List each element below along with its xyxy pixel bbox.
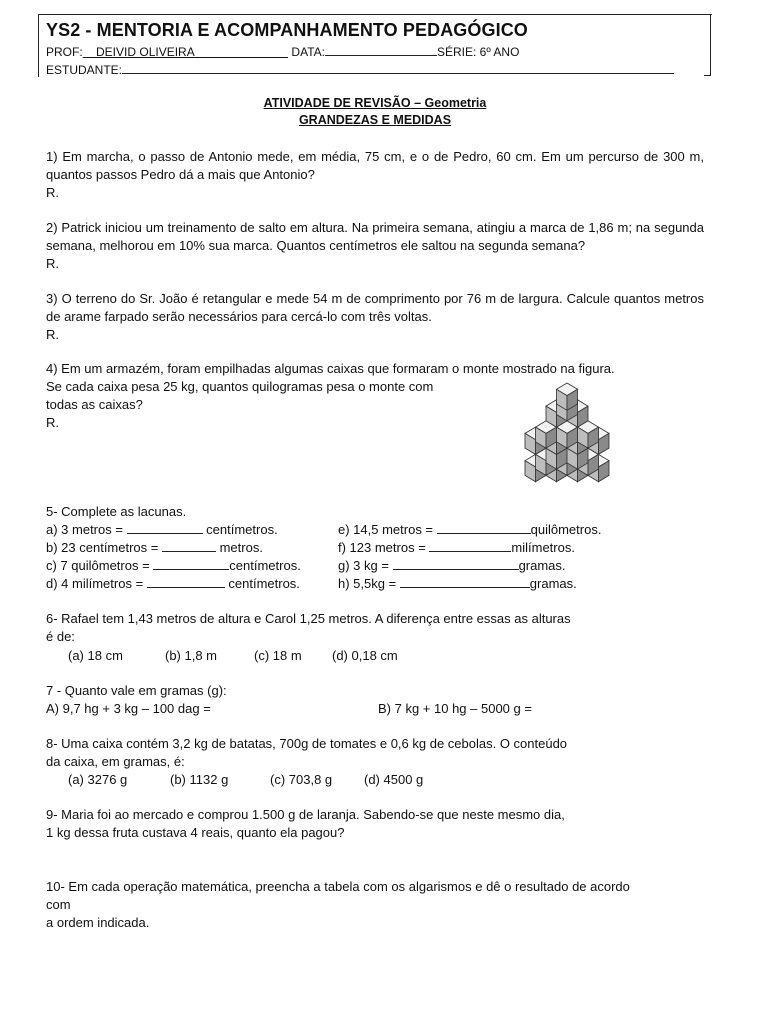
question-4-answer: R.: [46, 415, 59, 430]
date-label: DATA:: [291, 45, 325, 59]
question-4-line-3: todas as caixas?: [46, 397, 143, 412]
header-box-corner: [704, 75, 711, 76]
fill-item-d-blank[interactable]: [147, 576, 225, 588]
question-6-line-1: 6- Rafael tem 1,43 metros de altura e Carol 1,25 metros. A diferença entre essas as alturas: [46, 611, 571, 626]
question-4-line-2: Se cada caixa pesa 25 kg, quantos quilogramas pesa o monte com: [46, 379, 434, 394]
prof-name: DEIVID OLIVEIRA: [96, 45, 195, 59]
fill-item-g: [338, 558, 566, 573]
question-8-option-b[interactable]: (b) 1132 g: [170, 772, 229, 787]
fill-item-h: [338, 576, 577, 591]
fill-item-f-suffix: milímetros.: [511, 540, 575, 555]
student-line: [46, 61, 674, 77]
question-7-item-b: B) 7 kg + 10 hg – 5000 g =: [378, 701, 532, 716]
question-3-answer: R.: [46, 327, 59, 342]
date-field[interactable]: [325, 43, 437, 56]
question-10-line-2: com: [46, 897, 71, 912]
question-2-answer: R.: [46, 256, 59, 271]
question-2-text: 2) Patrick iniciou um treinamento de salto em altura. Na primeira semana, atingiu a marca de 1,86 m; na segunda semana, melhorou em 10% sua marca. Quantos centímetros ele saltou na segunda semana?: [46, 220, 704, 253]
fill-item-a-prefix: a) 3 metros =: [46, 522, 127, 537]
fill-item-h-prefix: h) 5,5kg =: [338, 576, 400, 591]
activity-title: ATIVIDADE DE REVISÃO – Geometria: [263, 96, 487, 110]
fill-item-e: [338, 522, 601, 537]
grade-label: SÉRIE: 6º ANO: [436, 45, 520, 59]
question-8-line-1: 8- Uma caixa contém 3,2 kg de batatas, 700g de tomates e 0,6 kg de cebolas. O conteúdo: [46, 736, 568, 751]
question-7-title: 7 - Quanto vale em gramas (g):: [46, 683, 227, 698]
question-4-line-1: 4) Em um armazém, foram empilhadas algumas caixas que formaram o monte mostrado na figura.: [46, 361, 615, 376]
fill-item-f: [338, 540, 575, 555]
question-1-answer: R.: [46, 185, 59, 200]
fill-item-f-blank[interactable]: [429, 540, 511, 552]
fill-item-c-prefix: c) 7 quilômetros =: [46, 558, 154, 573]
header-box-right-border: [710, 14, 711, 76]
fill-item-b-prefix: b) 23 centímetros =: [46, 540, 162, 555]
fill-item-g-prefix: g) 3 kg =: [338, 558, 393, 573]
question-8-option-d[interactable]: (d) 4500 g: [364, 772, 424, 787]
fill-item-b: [46, 540, 263, 555]
fill-item-d-suffix: centímetros.: [224, 576, 300, 591]
question-8-line-2: da caixa, em gramas, é:: [46, 754, 185, 769]
header-title: YS2 - MENTORIA E ACOMPANHAMENTO PEDAGÓGICO: [46, 20, 528, 40]
fill-item-a-blank[interactable]: [127, 522, 203, 534]
question-10-line-3: a ordem indicada.: [46, 915, 150, 930]
fill-item-a: [46, 522, 278, 537]
student-name-field[interactable]: [122, 61, 674, 74]
fill-item-e-blank[interactable]: [437, 522, 531, 534]
question-6-option-b[interactable]: (b) 1,8 m: [165, 648, 218, 663]
fill-item-h-suffix: gramas.: [529, 576, 577, 591]
question-1-text: 1) Em marcha, o passo de Antonio mede, em média, 75 cm, e o de Pedro, 60 cm. Em um percurso de 300 m, quantos passos Pedro dá a mais que Antonio?: [46, 149, 704, 182]
fill-item-d-prefix: d) 4 milímetros =: [46, 576, 147, 591]
question-8-option-a[interactable]: (a) 3276 g: [68, 772, 128, 787]
fill-item-c-suffix: centímetros.: [229, 558, 301, 573]
prof-name-field: [83, 45, 288, 59]
question-9-line-2: 1 kg dessa fruta custava 4 reais, quanto ela pagou?: [46, 825, 345, 840]
fill-item-c: [46, 558, 301, 573]
fill-item-g-blank[interactable]: [393, 558, 519, 570]
fill-item-g-suffix: gramas.: [518, 558, 566, 573]
fill-item-b-blank[interactable]: [162, 540, 216, 552]
question-6-line-2: é de:: [46, 629, 75, 644]
stacked-boxes-figure: [521, 379, 631, 499]
question-8-option-c[interactable]: (c) 703,8 g: [270, 772, 333, 787]
prof-label: PROF:: [46, 45, 83, 59]
question-6-option-c[interactable]: (c) 18 m: [254, 648, 302, 663]
question-9-line-1: 9- Maria foi ao mercado e comprou 1.500 g de laranja. Sabendo-se que neste mesmo dia,: [46, 807, 565, 822]
question-10-line-1: 10- Em cada operação matemática, preencha a tabela com os algarismos e dê o resultado de acordo: [46, 879, 630, 894]
question-6-option-d[interactable]: (d) 0,18 cm: [332, 648, 398, 663]
student-label: ESTUDANTE:: [46, 63, 123, 77]
question-6-option-a[interactable]: (a) 18 cm: [68, 648, 123, 663]
header-info-line: [46, 43, 519, 59]
question-5-title: 5- Complete as lacunas.: [46, 504, 187, 519]
fill-item-d: [46, 576, 300, 591]
question-7-item-a: A) 9,7 hg + 3 kg – 100 dag =: [46, 701, 211, 716]
fill-item-e-prefix: e) 14,5 metros =: [338, 522, 437, 537]
fill-item-c-blank[interactable]: [153, 558, 229, 570]
question-3-text: 3) O terreno do Sr. João é retangular e mede 54 m de comprimento por 76 m de largura. Calcule quantos metros de arame farpado serão necessários para cercá-lo com três voltas.: [46, 291, 704, 324]
fill-item-b-suffix: metros.: [215, 540, 263, 555]
fill-item-a-suffix: centímetros.: [202, 522, 278, 537]
activity-subtitle: GRANDEZAS E MEDIDAS: [298, 113, 452, 127]
fill-item-f-prefix: f) 123 metros =: [338, 540, 430, 555]
fill-item-e-suffix: quilômetros.: [530, 522, 602, 537]
fill-item-h-blank[interactable]: [400, 576, 530, 588]
